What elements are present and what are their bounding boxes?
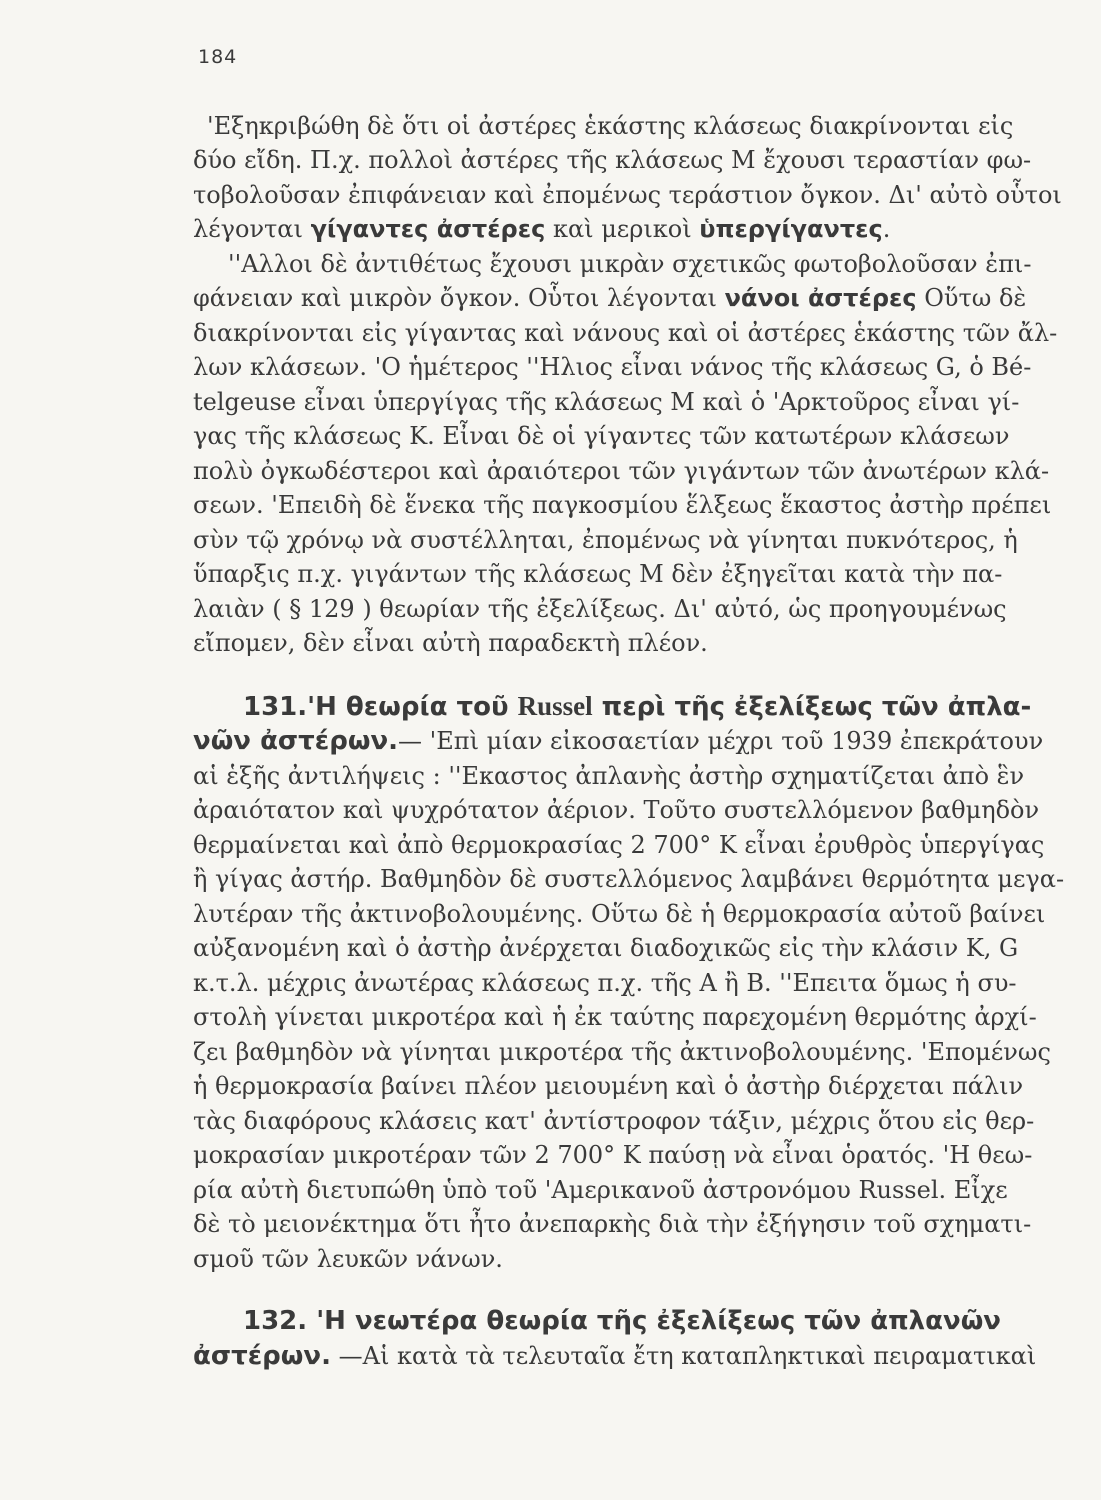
text-line: ζει βαθμηδὸν νὰ γίνηται μικροτέρα τῆς ἀκτινοβολουμένης. 'Επομένως xyxy=(193,1038,1051,1066)
text-line: λέγονται γίγαντες ἀστέρες καὶ μερικοὶ ὑπεργίγαντες. xyxy=(193,215,891,243)
section-heading-end: νῶν ἀστέρων. xyxy=(193,726,399,756)
text-line: δὲ τὸ μειονέκτημα ὅτι ἦτο ἀνεπαρκὴς διὰ τὴν ἐξήγησιν τοῦ σχηματι- xyxy=(193,1210,1032,1238)
text-line: δύο εἴδη. Π.χ. πολλοὶ ἀστέρες τῆς κλάσεως Μ ἔχουσι τεραστίαν φω- xyxy=(193,146,1032,174)
text-line: λων κλάσεων. 'Ο ἡμέτερος ''Ηλιος εἶναι νάνος τῆς κλάσεως G, ὁ Βé- xyxy=(193,353,1032,381)
text-line: ἀστέρων. —Αἱ κατὰ τὰ τελευταῖα ἔτη καταπληκτικαὶ πειραματικαὶ xyxy=(193,1341,1037,1371)
text-line: στολὴ γίνεται μικροτέρα καὶ ἡ ἐκ ταύτης παρεχομένη θερμότης ἀρχί- xyxy=(193,1003,1037,1031)
text-line: τὰς διαφόρους κλάσεις κατ' ἀντίστροφον τάξιν, μέχρις ὅτου εἰς θερ- xyxy=(193,1107,1035,1135)
text-line: ἡ θερμοκρασία βαίνει πλέον μειουμένη καὶ ὁ ἀστὴρ διέρχεται πάλιν xyxy=(193,1072,1024,1100)
text-line: αὐξανομένη καὶ ὁ ἀστὴρ ἀνέρχεται διαδοχικῶς εἰς τὴν κλάσιν Κ, G xyxy=(193,934,1019,962)
text-line: γας τῆς κλάσεως Κ. Εἶναι δὲ οἱ γίγαντες τῶν κατωτέρων κλάσεων xyxy=(193,422,1010,450)
text-line: σεων. 'Επειδὴ δὲ ἕνεκα τῆς παγκοσμίου ἕλξεως ἕκαστος ἀστὴρ πρέπει xyxy=(193,491,1052,519)
text-line: θερμαίνεται καὶ ἀπὸ θερμοκρασίας 2 700° Κ εἶναι ἐρυθρὸς ὑπεργίγας xyxy=(193,831,1045,859)
text-line: telgeuse εἶναι ὑπεργίγας τῆς κλάσεως Μ καὶ ὁ 'Αρκτοῦρος εἶναι γί- xyxy=(193,388,1020,416)
term-dwarf-stars: νάνοι ἀστέρες xyxy=(724,284,917,312)
term-supergiants: ὑπεργίγαντες xyxy=(699,215,883,243)
text-line: κ.τ.λ. μέχρις ἀνωτέρας κλάσεως π.χ. τῆς Α ἢ Β. ''Επειτα ὅμως ἡ συ- xyxy=(193,969,1017,997)
text-line: σὺν τῷ χρόνῳ νὰ συστέλληται, ἐπομένως νὰ γίνηται πυκνότερος, ἡ xyxy=(193,526,1018,554)
text-line: διακρίνονται εἰς γίγαντας καὶ νάνους καὶ οἱ ἀστέρες ἑκάστης τῶν ἄλ- xyxy=(193,319,1058,347)
text-line: φάνειαν καὶ μικρὸν ὄγκον. Οὗτοι λέγονται νάνοι ἀστέρες Οὕτω δὲ xyxy=(193,284,1027,312)
text-line: ''Αλλοι δὲ ἀντιθέτως ἔχουσι μικρὰν σχετικῶς φωτοβολοῦσαν ἐπι- xyxy=(228,250,1032,278)
text-line: ἢ γίγας ἀστήρ. Βαθμηδὸν δὲ συστελλόμενος λαμβάνει θερμότητα μεγα- xyxy=(193,865,1065,893)
section-heading: 131.'Η θεωρία τοῦ Russel περὶ τῆς ἐξελίξεως τῶν ἀπλα- xyxy=(243,691,1032,722)
text-line: ὕπαρξις π.χ. γιγάντων τῆς κλάσεως Μ δὲν ἐξηγεῖται κατὰ τὴν πα- xyxy=(193,560,1003,588)
text-line: μοκρασίαν μικροτέραν τῶν 2 700° Κ παύσῃ νὰ εἶναι ὁρατός. 'Η θεω- xyxy=(193,1141,1033,1169)
text-line: εἴπομεν, δὲν εἶναι αὐτὴ παραδεκτὴ πλέον. xyxy=(193,629,708,657)
text-line: αἱ ἑξῆς ἀντιλήψεις : ''Εκαστος ἀπλανὴς ἀστὴρ σχηματίζεται ἀπὸ ἓν xyxy=(193,762,1025,790)
text-line: 'Εξηκριβώθη δὲ ὅτι οἱ ἀστέρες ἑκάστης κλάσεως διακρίνονται εἰς xyxy=(207,112,1014,140)
text-line: ρία αὐτὴ διετυπώθη ὑπὸ τοῦ 'Αμερικανοῦ ἀστρονόμου Russel. Εἶχε xyxy=(193,1176,1008,1204)
text-line: τοβολοῦσαν ἐπιφάνειαν καὶ ἐπομένως τεράστιον ὄγκον. Δι' αὐτὸ οὗτοι xyxy=(193,181,1062,209)
section-heading: 132. 'Η νεωτέρα θεωρία τῆς ἐξελίξεως τῶν ἀπλανῶν xyxy=(243,1306,1001,1336)
text-line: πολὺ ὀγκωδέστεροι καὶ ἀραιότεροι τῶν γιγάντων τῶν ἀνωτέρων κλά- xyxy=(193,457,1050,485)
text-line: λυτέραν τῆς ἀκτινοβολουμένης. Οὕτω δὲ ἡ θερμοκρασία αὐτοῦ βαίνει xyxy=(193,900,1046,928)
text-line: νῶν ἀστέρων.— 'Επὶ μίαν εἰκοσαετίαν μέχρι τοῦ 1939 ἐπεκράτουν xyxy=(193,726,1044,756)
text-line: ἀραιότατον καὶ ψυχρότατον ἀέριον. Τοῦτο συστελλόμενον βαθμηδὸν xyxy=(193,796,1040,824)
heading-name-russel: Russel xyxy=(517,691,593,721)
section-heading-end: ἀστέρων. xyxy=(193,1341,331,1371)
text-line: σμοῦ τῶν λευκῶν νάνων. xyxy=(193,1245,503,1273)
text-line: λαιὰν ( § 129 ) θεωρίαν τῆς ἐξελίξεως. Δι' αὐτό, ὡς προηγουμένως xyxy=(193,595,1007,623)
page-number: 184 xyxy=(198,46,238,68)
term-giant-stars: γίγαντες ἀστέρες xyxy=(310,215,546,243)
